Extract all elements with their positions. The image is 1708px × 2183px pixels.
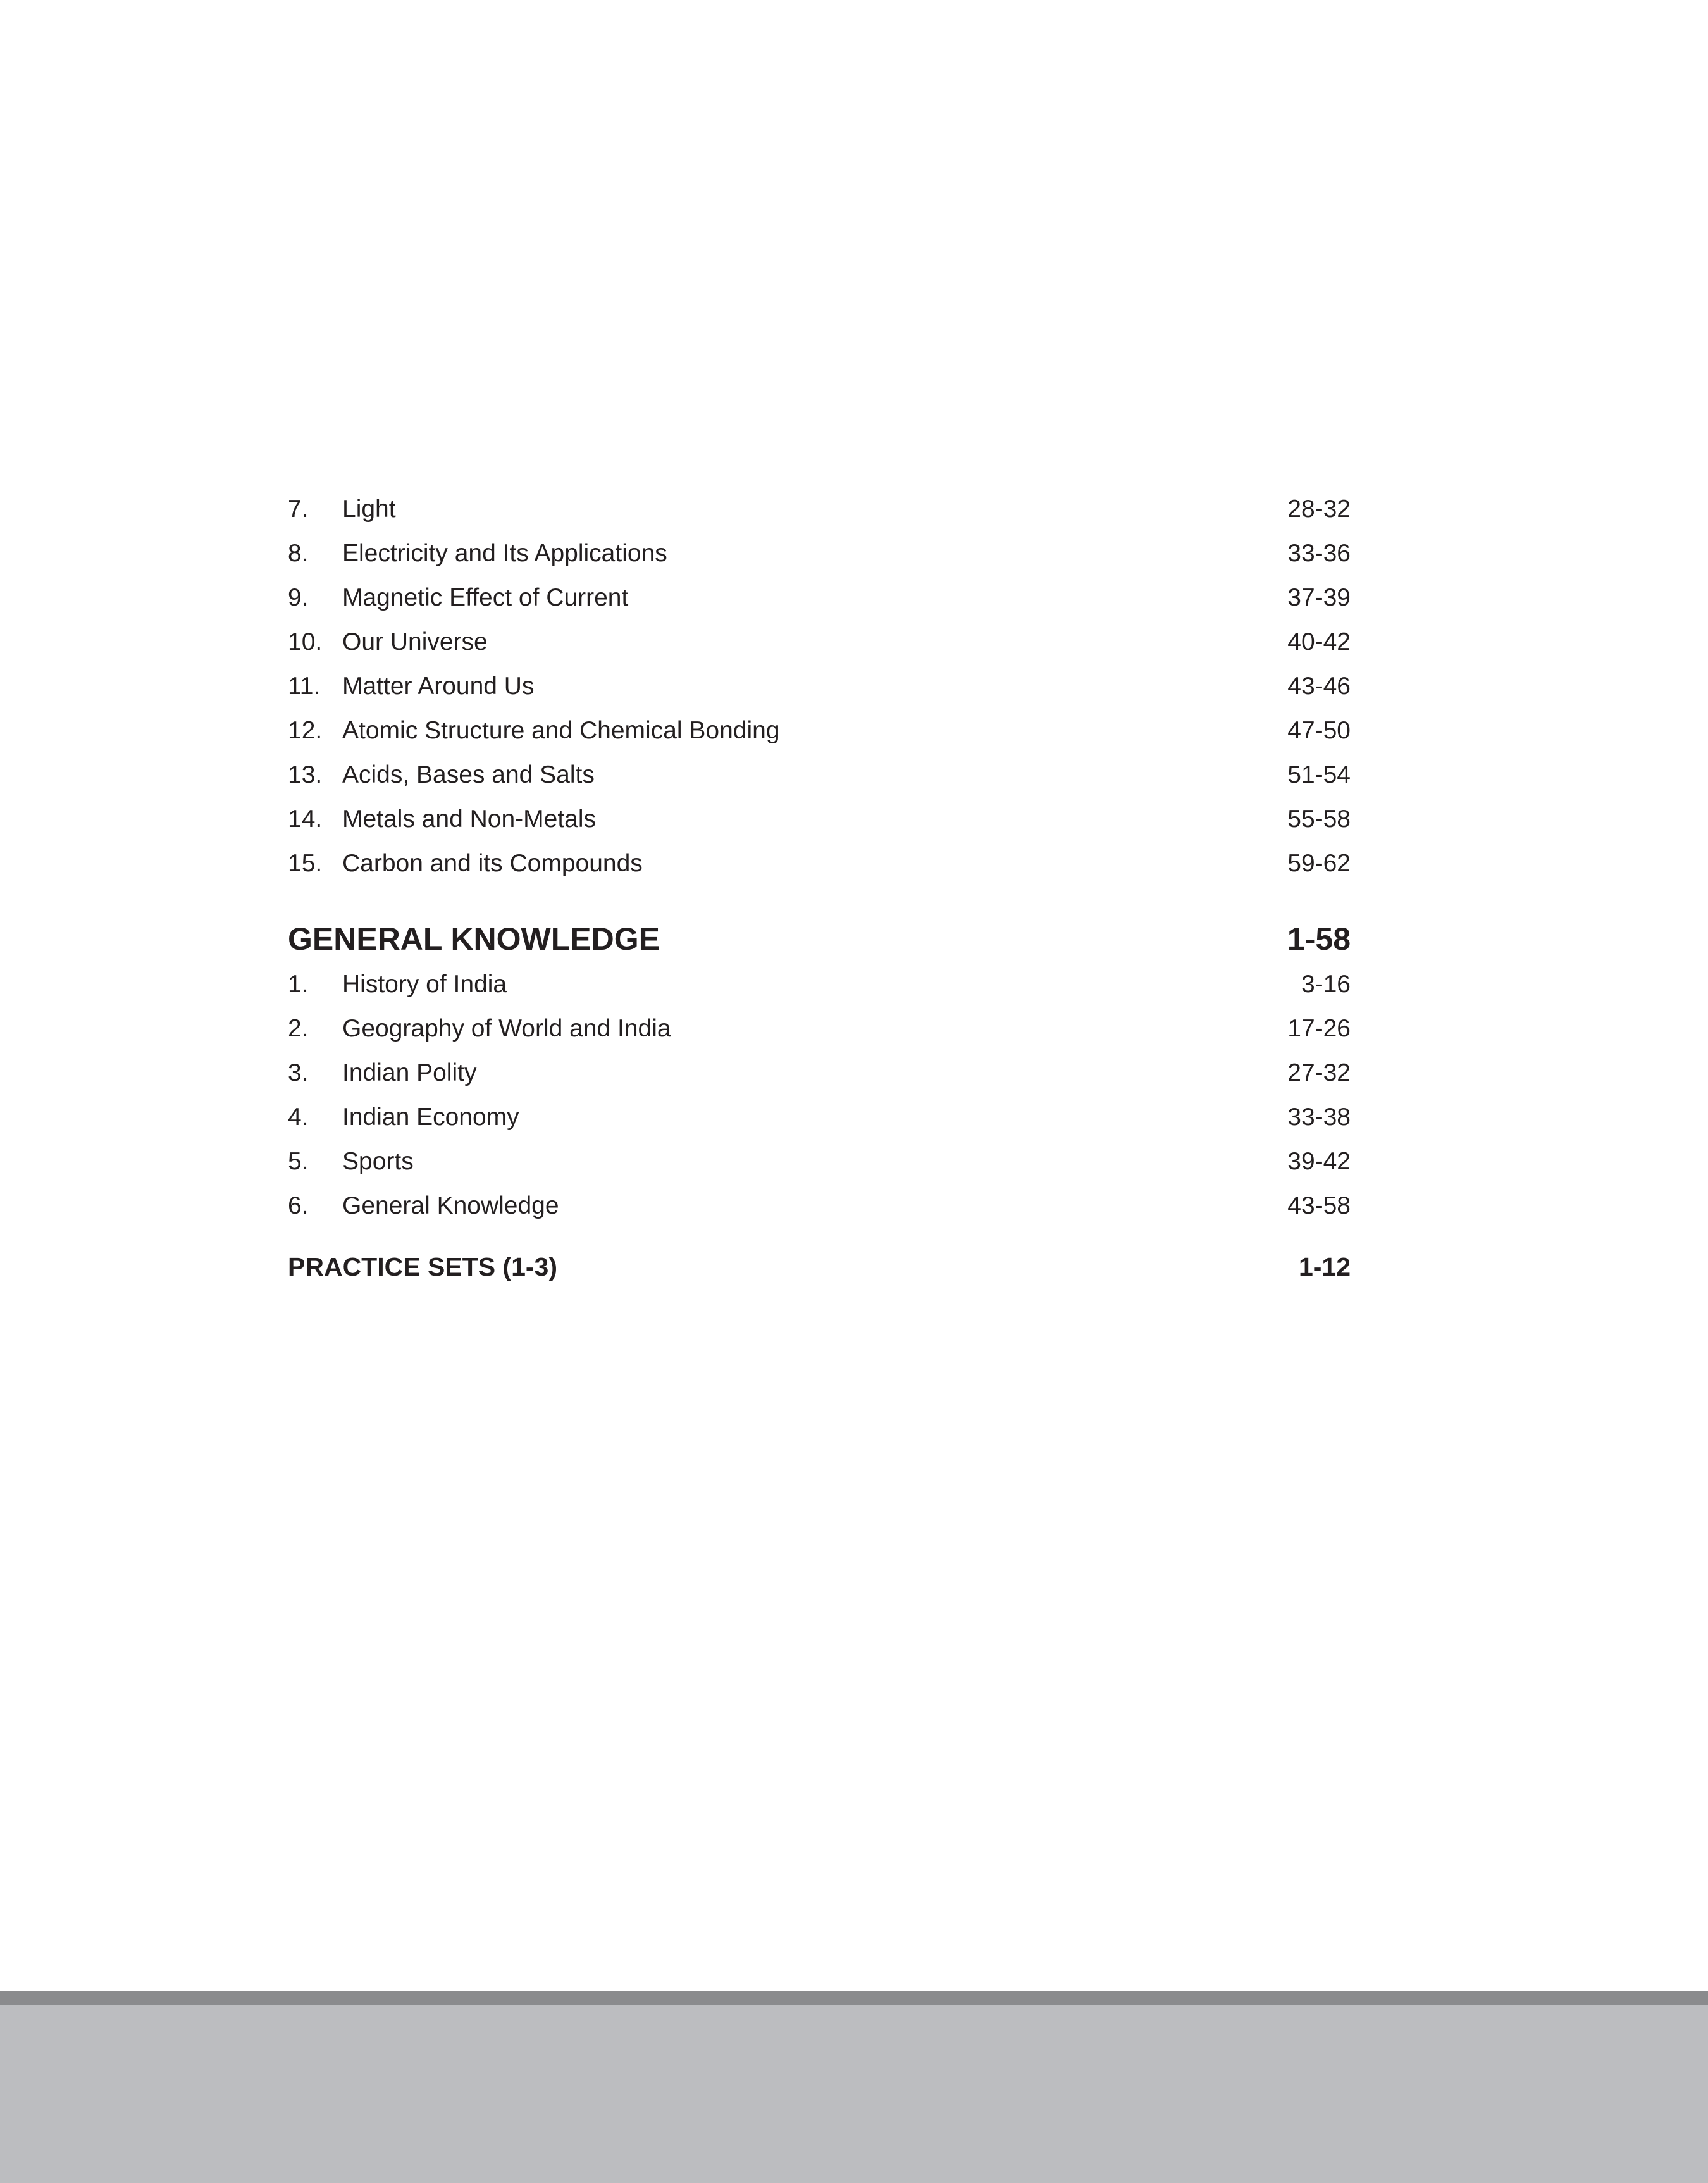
entry-number: 12.	[288, 717, 323, 744]
section-pages: 1-12	[1298, 1252, 1351, 1281]
entry-pages: 55-58	[1287, 805, 1351, 833]
toc-entry-sports[interactable]	[288, 1140, 1351, 1184]
section-heading-general-knowledge[interactable]	[288, 916, 1351, 962]
entry-title: Metals and Non-Metals	[342, 805, 597, 833]
entry-title: General Knowledge	[342, 1192, 559, 1219]
entry-pages: 47-50	[1287, 717, 1351, 744]
entry-pages: 40-42	[1287, 628, 1351, 656]
entry-number: 3.	[288, 1059, 309, 1086]
entry-title: Indian Economy	[342, 1104, 519, 1131]
entry-title: Atomic Structure and Chemical Bonding	[342, 717, 780, 744]
entry-pages: 28-32	[1287, 495, 1351, 523]
toc-entry-acids-bases-salts[interactable]	[288, 753, 1351, 797]
entry-number: 4.	[288, 1104, 309, 1131]
toc-entry-history-of-india[interactable]	[288, 962, 1351, 1007]
entry-number: 8.	[288, 540, 309, 567]
entry-title: Matter Around Us	[342, 673, 535, 700]
toc-entry-electricity[interactable]	[288, 532, 1351, 576]
table-of-contents	[288, 487, 1351, 1289]
toc-entry-our-universe[interactable]	[288, 620, 1351, 664]
toc-entry-general-knowledge[interactable]	[288, 1184, 1351, 1228]
entry-title: Our Universe	[342, 628, 488, 656]
entry-number: 5.	[288, 1148, 309, 1175]
footer-divider	[0, 1991, 1708, 2005]
entry-title: Electricity and Its Applications	[342, 540, 667, 567]
toc-entry-matter-around-us[interactable]	[288, 664, 1351, 709]
entry-pages: 43-58	[1287, 1192, 1351, 1219]
entry-pages: 17-26	[1287, 1015, 1351, 1042]
entry-title: Geography of World and India	[342, 1015, 671, 1042]
entry-title: Acids, Bases and Salts	[342, 761, 595, 788]
section-title: GENERAL KNOWLEDGE	[288, 921, 660, 957]
entry-number: 11.	[288, 673, 321, 700]
toc-entry-magnetic-effect[interactable]	[288, 576, 1351, 620]
entry-number: 10.	[288, 628, 323, 656]
entry-pages: 37-39	[1287, 584, 1351, 611]
entry-pages: 33-36	[1287, 540, 1351, 567]
entry-pages: 51-54	[1287, 761, 1351, 788]
entry-number: 7.	[288, 495, 309, 523]
entry-pages: 39-42	[1287, 1148, 1351, 1175]
toc-entry-atomic-structure[interactable]	[288, 709, 1351, 753]
entry-title: Carbon and its Compounds	[342, 850, 643, 877]
entry-pages: 43-46	[1287, 673, 1351, 700]
toc-entry-geography[interactable]	[288, 1007, 1351, 1051]
entry-pages: 33-38	[1287, 1104, 1351, 1131]
toc-entry-indian-economy[interactable]	[288, 1095, 1351, 1140]
entry-title: Indian Polity	[342, 1059, 477, 1086]
entry-number: 6.	[288, 1192, 309, 1219]
entry-title: Sports	[342, 1148, 414, 1175]
section-title: PRACTICE SETS (1-3)	[288, 1252, 557, 1281]
footer-band	[0, 2005, 1708, 2183]
toc-entry-indian-polity[interactable]	[288, 1051, 1351, 1095]
entry-number: 9.	[288, 584, 309, 611]
entry-title: History of India	[342, 971, 507, 998]
toc-entry-carbon-compounds[interactable]	[288, 842, 1351, 886]
entry-number: 15.	[288, 850, 323, 877]
section-pages: 1-58	[1287, 921, 1351, 957]
entry-number: 13.	[288, 761, 323, 788]
toc-entry-metals-non-metals[interactable]	[288, 797, 1351, 842]
entry-title: Magnetic Effect of Current	[342, 584, 629, 611]
entry-pages: 59-62	[1287, 850, 1351, 877]
entry-number: 1.	[288, 971, 309, 998]
entry-number: 2.	[288, 1015, 309, 1042]
entry-number: 14.	[288, 805, 323, 833]
section-heading-practice-sets[interactable]	[288, 1245, 1351, 1289]
toc-entry-light[interactable]	[288, 487, 1351, 532]
entry-pages: 3-16	[1301, 971, 1351, 998]
entry-title: Light	[342, 495, 396, 523]
entry-pages: 27-32	[1287, 1059, 1351, 1086]
